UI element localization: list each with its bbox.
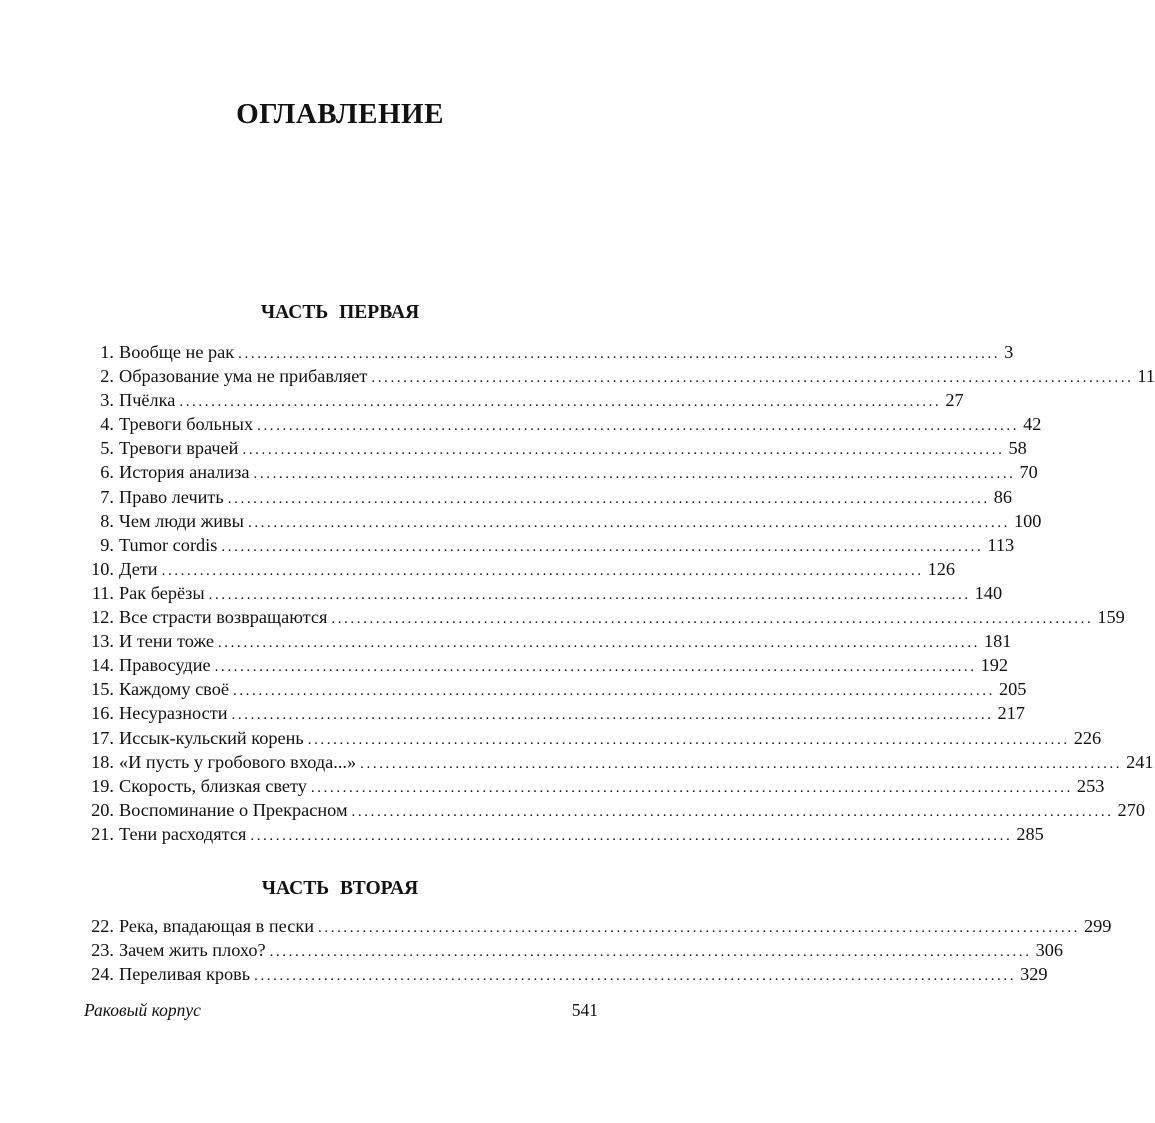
part-two-heading: ЧАСТЬ ВТОРАЯ	[261, 878, 419, 899]
toc-entry-title: Вообще не рак	[119, 342, 235, 362]
dot-leader: ........................................................................................................................	[161, 562, 924, 579]
toc-entry	[84, 412, 1042, 436]
toc-entry-title: Tumor cordis	[119, 534, 218, 555]
dot-leader: ........................................................................................................................	[221, 538, 984, 555]
toc-entry-page: 285	[1016, 823, 1044, 844]
toc-entry-number: 14.	[91, 655, 114, 676]
toc-entry-title: Тревоги врачей	[119, 438, 239, 459]
toc-entry	[84, 677, 1027, 701]
toc-entry	[84, 557, 956, 581]
dot-leader: ........................................................................................................................	[238, 346, 1001, 362]
footer-page-number: 541	[571, 1000, 598, 1020]
toc-entry-title: Река, впадающая в пески	[119, 916, 315, 936]
dot-leader: ........................................................................................................................	[307, 731, 1070, 748]
toc-entry-page: 27	[945, 390, 964, 411]
toc-entry-page: 3	[1004, 342, 1014, 362]
dot-leader: ........................................................................................................................	[310, 779, 1073, 796]
toc-entry-page: 42	[1023, 414, 1042, 435]
toc-entry-page: 270	[1117, 799, 1145, 820]
toc-entry-page: 306	[1035, 940, 1064, 961]
toc-entry-page: 100	[1013, 510, 1042, 531]
toc-entry-page: 299	[1084, 916, 1112, 936]
toc-entry-number: 3.	[100, 390, 114, 411]
toc-entry-title: Несуразности	[119, 703, 228, 724]
toc-entry-page: 253	[1076, 775, 1105, 796]
toc-entry	[84, 509, 1042, 533]
toc-entry	[84, 364, 1155, 388]
toc-entry-page: 140	[974, 582, 1003, 603]
dot-leader: ........................................................................................................................	[269, 944, 1032, 961]
toc-entry	[84, 340, 1014, 364]
dot-leader: ........................................................................................................................	[227, 490, 990, 507]
toc-entry-title: Переливая кровь	[119, 964, 251, 985]
toc-entry-page: 241	[1126, 751, 1154, 772]
toc-entry-number: 4.	[100, 414, 114, 435]
toc-entry-page: 159	[1097, 607, 1125, 628]
toc-entry-title: Чем люди живы	[119, 510, 244, 531]
toc-entry	[84, 653, 1009, 677]
toc-entry-number: 9.	[100, 534, 114, 555]
toc-entry-number: 10.	[91, 558, 114, 579]
toc-entry	[84, 388, 964, 412]
toc-entry-title: Каждому своё	[119, 679, 229, 700]
toc-entry-number: 18.	[91, 751, 114, 772]
toc-entry	[84, 938, 1064, 962]
toc-entry-page: 192	[980, 655, 1009, 676]
dot-leader: ........................................................................................................................	[242, 442, 1005, 459]
toc-entry-number: 24.	[91, 964, 114, 985]
toc-entry-number: 17.	[91, 727, 114, 748]
dot-leader: ........................................................................................................................	[250, 827, 1013, 844]
dot-leader: ........................................................................................................................	[231, 707, 994, 724]
toc-entry	[84, 701, 1025, 725]
toc-entry-page: 113	[987, 534, 1015, 555]
toc-entry	[84, 533, 1015, 557]
toc-entry-page: 126	[927, 558, 956, 579]
toc-entry-title: И тени тоже	[119, 631, 214, 652]
toc-entry-title: Скорость, близкая свету	[119, 775, 307, 796]
toc-entry-page: 86	[993, 486, 1013, 507]
toc-entry-page: 70	[1019, 462, 1038, 483]
toc-entry-title: Право лечить	[119, 486, 224, 507]
part-two-toc-list	[84, 914, 1112, 986]
toc-entry-title: Образование ума не прибавляет	[119, 366, 368, 387]
toc-entry	[84, 962, 1048, 986]
dot-leader: ........................................................................................................................	[217, 635, 980, 652]
part-one-toc-list	[84, 340, 1155, 846]
dot-leader: ........................................................................................................................	[214, 659, 977, 676]
toc-entry-page: 226	[1073, 727, 1102, 748]
toc-entry	[84, 914, 1112, 938]
toc-entry-title: Все страсти возвращаются	[119, 607, 328, 628]
toc-entry-number: 22.	[91, 916, 114, 936]
dot-leader: ........................................................................................................................	[208, 586, 971, 603]
toc-entry-page: 205	[998, 679, 1027, 700]
dot-leader: ........................................................................................................................	[257, 418, 1020, 435]
toc-entry	[84, 774, 1105, 798]
toc-entry-page: 181	[983, 631, 1012, 652]
toc-entry-number: 1.	[100, 342, 114, 362]
dot-leader: ........................................................................................................................	[351, 803, 1114, 820]
toc-entry-number: 15.	[91, 679, 114, 700]
dot-leader: ........................................................................................................................	[179, 394, 942, 411]
toc-entry-number: 5.	[100, 438, 114, 459]
toc-entry-title: Рак берёзы	[119, 582, 205, 603]
toc-entry-page: 329	[1020, 964, 1048, 985]
toc-entry-number: 6.	[100, 462, 114, 483]
toc-entry-title: Иссык-кульский корень	[119, 727, 304, 748]
dot-leader: ........................................................................................................................	[360, 755, 1123, 772]
page-title: ОГЛАВЛЕНИЕ	[236, 98, 444, 130]
dot-leader: ........................................................................................................................	[253, 466, 1016, 483]
toc-entry-number: 2.	[100, 366, 114, 387]
toc-entry	[84, 436, 1027, 460]
toc-entry-page: 217	[997, 703, 1025, 724]
toc-entry-number: 12.	[91, 607, 114, 628]
toc-entry	[84, 822, 1044, 846]
toc-entry	[84, 629, 1012, 653]
part-one-heading: ЧАСТЬ ПЕРВАЯ	[260, 302, 420, 323]
toc-entry-number: 21.	[91, 823, 114, 844]
toc-entry-title: Пчёлка	[119, 390, 176, 411]
dot-leader: ........................................................................................................................	[318, 920, 1081, 936]
dot-leader: ........................................................................................................................	[247, 514, 1010, 531]
toc-entry-title: Воспоминание о Прекрасном	[119, 799, 348, 820]
toc-entry	[84, 485, 1013, 509]
toc-entry-title: Правосудие	[119, 655, 211, 676]
toc-entry	[84, 581, 1003, 605]
toc-entry	[84, 726, 1102, 750]
toc-entry-number: 16.	[91, 703, 114, 724]
toc-entry-number: 11.	[91, 582, 114, 603]
toc-entry-title: История анализа	[119, 462, 250, 483]
dot-leader: ........................................................................................................................	[331, 611, 1094, 628]
toc-entry	[84, 605, 1125, 629]
toc-entry-number: 8.	[100, 510, 114, 531]
toc-entry	[84, 798, 1145, 822]
toc-entry-number: 20.	[91, 799, 114, 820]
toc-entry-title: Дети	[119, 558, 158, 579]
toc-entry-number: 13.	[91, 631, 114, 652]
toc-entry-title: «И пусть у гробового входа...»	[119, 751, 357, 772]
toc-entry-title: Тревоги больных	[119, 414, 254, 435]
dot-leader: ........................................................................................................................	[371, 370, 1134, 387]
toc-entry-number: 19.	[91, 775, 114, 796]
toc-entry-page: 58	[1008, 438, 1027, 459]
dot-leader: ........................................................................................................................	[232, 683, 995, 700]
toc-entry-title: Тени расходятся	[119, 823, 247, 844]
toc-entry	[84, 460, 1038, 484]
toc-entry-number: 7.	[100, 486, 114, 507]
toc-entry-page: 11	[1137, 366, 1155, 387]
footer-book-title: Раковый корпус	[84, 1000, 201, 1020]
toc-entry-number: 23.	[91, 940, 114, 961]
toc-entry-title: Зачем жить плохо?	[119, 940, 266, 961]
dot-leader: ........................................................................................................................	[254, 968, 1017, 985]
toc-entry	[84, 750, 1154, 774]
